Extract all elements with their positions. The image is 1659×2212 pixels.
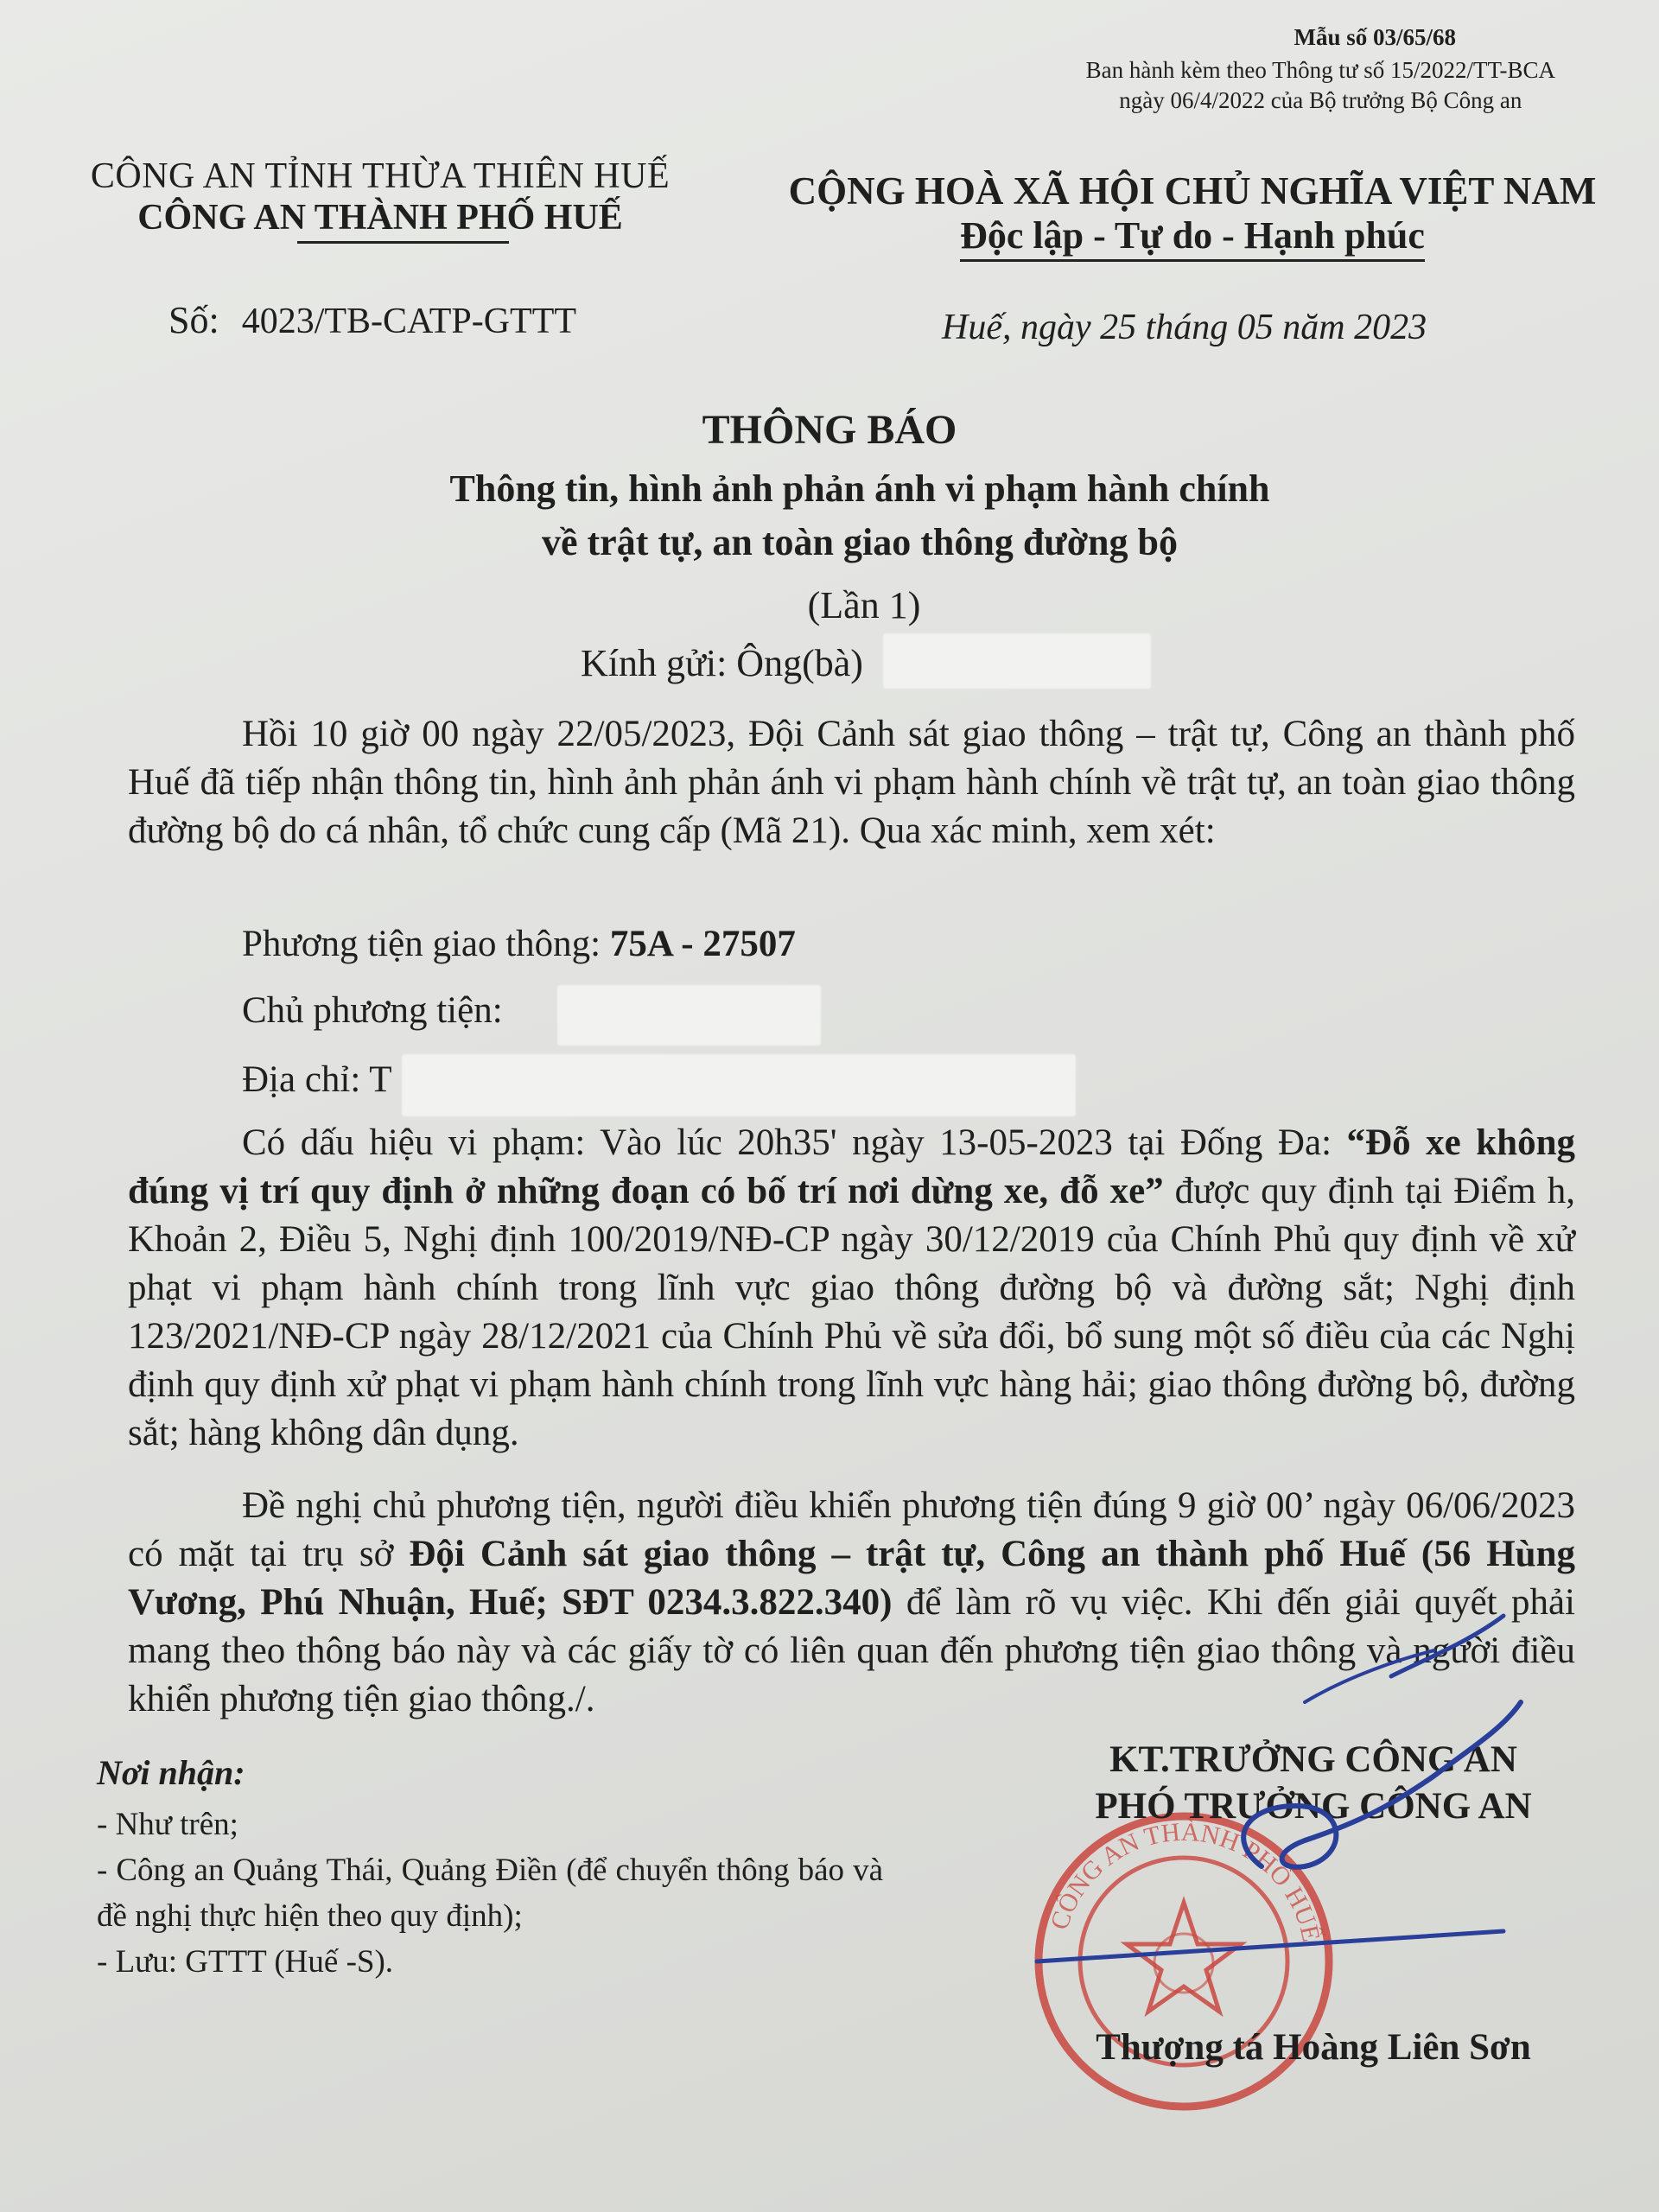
vehicle-plate: 75A - 27507 bbox=[609, 924, 796, 964]
subtitle-line-1: Thông tin, hình ảnh phản ánh vi phạm hành chính bbox=[449, 467, 1270, 510]
document-number-label: Số: bbox=[168, 299, 219, 341]
address-field bbox=[242, 1058, 392, 1101]
paragraph-intro: Hồi 10 giờ 00 ngày 22/05/2023, Đội Cảnh sát giao thông – trật tự, Công an thành phố Huế đã tiếp nhận thông tin, hình ảnh phản ánh vi phạm hành chính về trật tự, an toàn giao thông đường bộ do cá nhân, tổ chức cung cấp (Mã 21). Qua xác minh, xem xét: bbox=[128, 714, 1575, 851]
signature-line-1: KT.TRƯỞNG CÔNG AN bbox=[1109, 1739, 1517, 1780]
redacted-address bbox=[402, 1054, 1076, 1116]
recipients-list bbox=[97, 1802, 883, 1985]
request-text-end: để làm rõ vụ việc. Khi đến giải quyết phải mang theo thông báo này và các giấy tờ có liên quan đến phương tiện giao thông và người điều khiển phương tiện giao thông./. bbox=[128, 1582, 1575, 1719]
seal-text: CÔNG AN THÀNH PHỐ HUẾ bbox=[1045, 1817, 1326, 1945]
nation-name: CỘNG HOÀ XÃ HỘI CHỦ NGHĨA VIỆT NAM bbox=[788, 169, 1597, 213]
owner-field bbox=[242, 989, 503, 1032]
request-office: Đội Cảnh sát giao thông – trật tự, Công an thành phố Huế (56 Hùng Vương, Phú Nhuận, Huế; SĐT 0234.3.822.340) bbox=[128, 1534, 1575, 1623]
agency-parent: CÔNG AN TỈNH THỪA THIÊN HUẾ bbox=[90, 156, 671, 196]
issued-line-2: ngày 06/4/2022 của Bộ trưởng Bộ Công an bbox=[1119, 87, 1522, 114]
notice-time: (Lần 1) bbox=[807, 584, 921, 626]
recipients-title: Nơi nhận: bbox=[97, 1753, 245, 1792]
violation-text-start: Có dấu hiệu vi phạm: Vào lúc 20h35' ngày 13-05-2023 tại Đống Đa: bbox=[242, 1122, 1347, 1163]
paragraph-violation bbox=[128, 1119, 1575, 1458]
agency-name: CÔNG AN THÀNH PHỐ HUẾ bbox=[137, 198, 623, 238]
owner-label: Chủ phương tiện: bbox=[242, 990, 503, 1031]
request-text-start: Đề nghị chủ phương tiện, người điều khiển phương tiện đúng 9 giờ 00’ ngày 06/06/2023 có mặt tại trụ sở bbox=[128, 1485, 1575, 1574]
document-number bbox=[168, 298, 576, 342]
national-heading bbox=[760, 168, 1624, 262]
document-subtitle bbox=[0, 462, 1659, 569]
signature-line-2: PHÓ TRƯỞNG CÔNG AN bbox=[1095, 1785, 1532, 1827]
document-title: THÔNG BÁO bbox=[702, 407, 957, 453]
subtitle-line-2: về trật tự, an toàn giao thông đường bộ bbox=[541, 520, 1178, 563]
form-issued-note bbox=[1086, 55, 1555, 116]
redacted-recipient-name bbox=[883, 633, 1151, 689]
issued-line-1: Ban hành kèm theo Thông tư số 15/2022/TT-BCA bbox=[1085, 57, 1555, 83]
issuing-agency bbox=[52, 156, 709, 238]
handwritten-signature-icon bbox=[1020, 1607, 1555, 1987]
recipient-line: Kính gửi: Ông(bà) bbox=[581, 642, 863, 684]
national-motto: Độc lập - Tự do - Hạnh phúc bbox=[960, 213, 1425, 262]
redacted-owner bbox=[557, 985, 821, 1046]
violation-legal-basis: được quy định tại Điểm h, Khoản 2, Điều 5, Nghị định 100/2019/NĐ-CP ngày 30/12/2019 của Chính Phủ quy định về xử phạt vi phạm hành chính trong lĩnh vực giao thông đường bộ và đường sắt; Nghị định 123/2021/NĐ-CP ngày 28/12/2021 của Chính Phủ về sửa đổi, bổ sung một số điều của các Nghị định quy định xử phạt vi phạm hành chính trong lĩnh vực hàng hải; giao thông đường bộ, đường sắt; hàng không dân dụng. bbox=[128, 1171, 1575, 1453]
recipient-item: - Lưu: GTTT (Huế -S). bbox=[97, 1944, 394, 1980]
document-number-value: 4023/TB-CATP-GTTT bbox=[241, 302, 577, 341]
document-date: Huế, ngày 25 tháng 05 năm 2023 bbox=[942, 308, 1427, 347]
violation-description: “Đỗ xe không đúng vị trí quy định ở những đoạn có bố trí nơi dừng xe, đỗ xe” bbox=[128, 1122, 1575, 1211]
vehicle-label: Phương tiện giao thông: bbox=[242, 924, 601, 964]
form-number: Mẫu số 03/65/68 bbox=[1294, 24, 1456, 50]
recipient-item: - Như trên; bbox=[97, 1807, 238, 1842]
address-label: Địa chỉ: T bbox=[242, 1059, 392, 1100]
vehicle-field bbox=[242, 923, 796, 965]
signer-name: Thượng tá Hoàng Liên Sơn bbox=[1096, 2027, 1531, 2068]
recipient-item: - Công an Quảng Thái, Quảng Điền (để chuyển thông báo và đề nghị thực hiện theo quy định); bbox=[97, 1853, 883, 1934]
